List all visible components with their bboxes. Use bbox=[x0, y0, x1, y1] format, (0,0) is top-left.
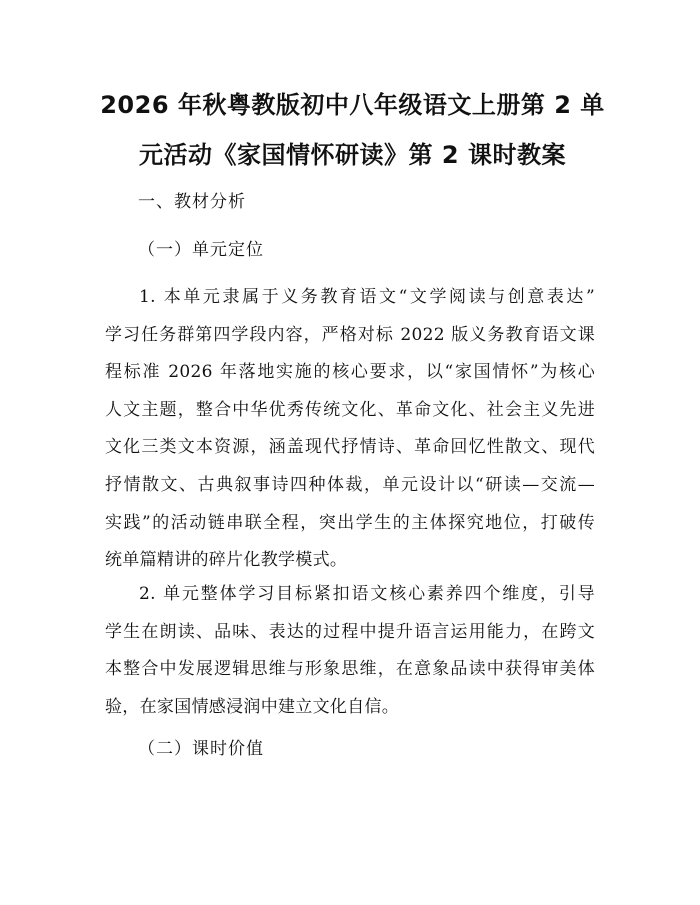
document-title bbox=[95, 80, 610, 180]
paragraph-2-line: 本整合中发展逻辑思维与形象思维，在意象品读中获得审美体 bbox=[105, 659, 595, 680]
section-heading: 一、教材分析 bbox=[138, 192, 246, 212]
paragraph-1-line: 学习任务群第四学段内容，严格对标 2022 版义务教育语文课 bbox=[105, 324, 595, 345]
title-line-2: 元活动《家国情怀研读》第 2 课时教案 bbox=[139, 141, 566, 169]
paragraph-1-line: 程标准 2026 年落地实施的核心要求，以“家国情怀”为核心 bbox=[105, 362, 595, 383]
paragraph-1-line: 实践”的活动链串联全程，突出学生的主体探究地位，打破传 bbox=[105, 512, 595, 533]
paragraph-2 bbox=[105, 576, 595, 726]
paragraph-2-line: 学生在朗读、品味、表达的过程中提升语言运用能力，在跨文 bbox=[105, 621, 595, 642]
paragraph-1 bbox=[105, 279, 595, 580]
paragraph-1-line: 统单篇精讲的碎片化教学模式。 bbox=[105, 550, 348, 571]
paragraph-1-line: 人文主题，整合中华优秀传统文化、革命文化、社会主义先进 bbox=[105, 399, 595, 420]
paragraph-2-line: 2. 单元整体学习目标紧扣语文核心素养四个维度，引导 bbox=[139, 584, 595, 604]
paragraph-1-line: 1. 本单元隶属于义务教育语文“文学阅读与创意表达” bbox=[139, 287, 595, 307]
title-line-1: 2026 年秋粤教版初中八年级语文上册第 2 单 bbox=[100, 91, 605, 119]
subsection-heading-2: （二）课时价值 bbox=[138, 739, 264, 759]
paragraph-1-line: 文化三类文本资源，涵盖现代抒情诗、革命回忆性散文、现代 bbox=[105, 437, 595, 458]
paragraph-1-line: 抒情散文、古典叙事诗四种体裁，单元设计以“研读—交流— bbox=[105, 474, 595, 495]
subsection-heading-1: （一）单元定位 bbox=[138, 240, 264, 260]
paragraph-2-line: 验，在家国情感浸润中建立文化自信。 bbox=[105, 696, 400, 717]
